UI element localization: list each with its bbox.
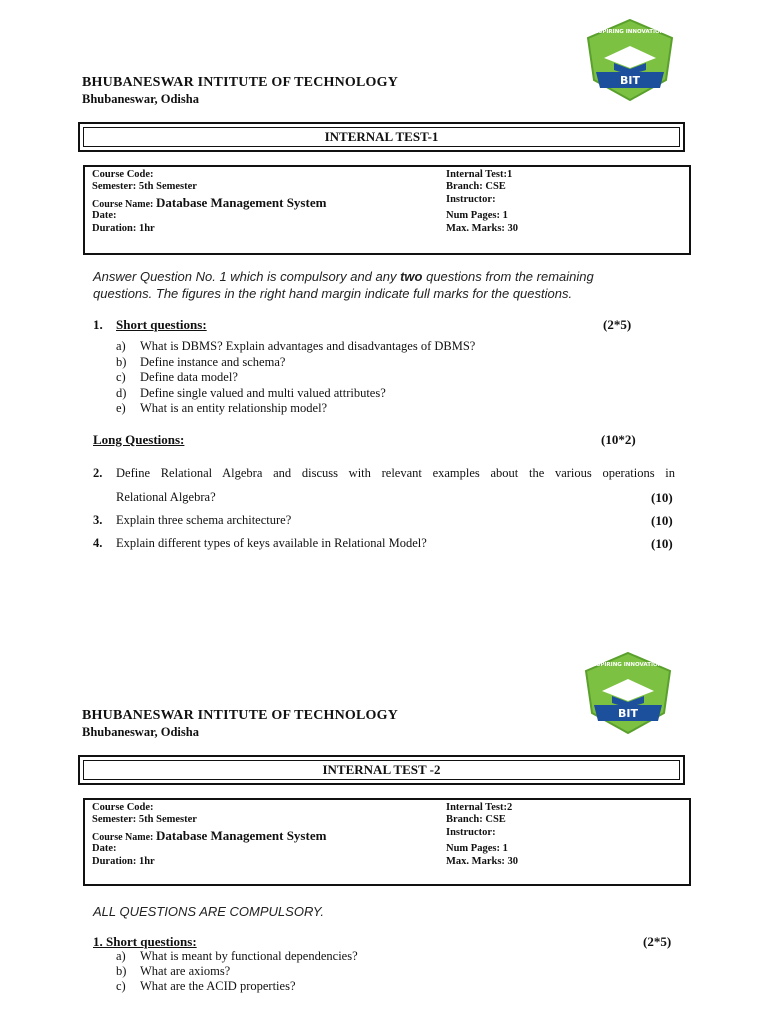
course-name-line (92, 828, 326, 844)
institute-name: BHUBANESWAR INTITUTE OF TECHNOLOGY (82, 75, 399, 90)
list-item: c) Define data model? (116, 370, 238, 384)
test-title-box (78, 755, 685, 785)
list-item: e) What is an entity relationship model? (116, 401, 328, 415)
course-name-line (92, 195, 326, 211)
short-questions-marks: (2*5) (643, 934, 672, 949)
test-title: INTERNAL TEST -2 (83, 760, 680, 780)
instruction-part-d: questions. The figures in the right hand margin indicate full marks for the questions. (93, 286, 573, 301)
instruction-part-c: questions from the remaining (422, 269, 594, 284)
short-questions-heading (93, 317, 207, 333)
num-pages: Num Pages: 1 (446, 843, 508, 854)
long-question-2-cont: Relational Algebra? (116, 490, 216, 504)
instructor: Instructor: (446, 827, 496, 838)
branch: Branch: CSE (446, 814, 506, 825)
list-item: b) Define instance and schema? (116, 355, 286, 369)
long-question-2: 2. Define Relational Algebra and discuss with relevant examples about the various operations in (93, 466, 675, 480)
instructions (93, 268, 683, 302)
section-title: 1. Short questions: (93, 934, 197, 949)
test-title-box (78, 122, 685, 152)
semester: Semester: 5th Semester (92, 814, 197, 825)
semester: Semester: 5th Semester (92, 181, 197, 192)
section-number: 1. (93, 317, 103, 332)
internal-test-number: Internal Test:1 (446, 169, 513, 180)
instructions: ALL QUESTIONS ARE COMPULSORY. (93, 904, 324, 919)
date: Date: (92, 843, 117, 854)
question-marks: (10) (651, 513, 673, 528)
course-name: Database Management System (156, 195, 327, 210)
date: Date: (92, 210, 117, 221)
section-title: Short questions: (116, 317, 207, 332)
list-item: d) Define single valued and multi valued attributes? (116, 386, 386, 400)
instructor: Instructor: (446, 194, 496, 205)
bit-logo (580, 651, 676, 735)
num-pages: Num Pages: 1 (446, 210, 508, 221)
max-marks: Max. Marks: 30 (446, 856, 519, 867)
list-item: b) What are axioms? (116, 964, 231, 978)
long-question-4: 4. Explain different types of keys available in Relational Model? (93, 536, 427, 550)
duration: Duration: 1hr (92, 223, 155, 234)
logo-tagline: INSPIRING INNOVATIONS (591, 29, 669, 35)
logo-tagline: INSPIRING INNOVATIONS (589, 662, 667, 668)
duration: Duration: 1hr (92, 856, 155, 867)
bit-logo (582, 18, 678, 102)
course-name-label: Course Name: (92, 832, 154, 843)
long-questions-heading (93, 432, 184, 448)
long-section-title: Long Questions: (93, 432, 185, 447)
course-info-box (83, 798, 691, 886)
course-code: Course Code: (92, 802, 154, 813)
long-questions-marks: (10*2) (601, 432, 636, 447)
list-item: a) What is DBMS? Explain advantages and disadvantages of DBMS? (116, 339, 476, 353)
course-name: Database Management System (156, 828, 327, 843)
course-code: Course Code: (92, 169, 154, 180)
logo-banner-text: BIT (618, 707, 638, 720)
long-question-3: 3. Explain three schema architecture? (93, 513, 292, 527)
list-item: c) What are the ACID properties? (116, 979, 296, 993)
course-info-box (83, 165, 691, 255)
question-marks: (10) (651, 536, 673, 551)
institute-name: BHUBANESWAR INTITUTE OF TECHNOLOGY (82, 708, 399, 723)
branch: Branch: CSE (446, 181, 506, 192)
instruction-emphasis: two (400, 269, 423, 284)
instruction-part-a: Answer Question No. 1 which is compulsory and any (93, 269, 401, 284)
test-title: INTERNAL TEST-1 (83, 127, 680, 147)
internal-test-number: Internal Test:2 (446, 802, 513, 813)
institute-location: Bhubaneswar, Odisha (82, 725, 199, 739)
list-item: a) What is meant by functional dependencies? (116, 949, 358, 963)
max-marks: Max. Marks: 30 (446, 223, 519, 234)
institute-location: Bhubaneswar, Odisha (82, 92, 199, 106)
logo-banner-text: BIT (620, 74, 640, 87)
short-questions-marks: (2*5) (603, 317, 632, 332)
short-questions-heading (93, 934, 197, 950)
question-marks: (10) (651, 490, 673, 505)
course-name-label: Course Name: (92, 199, 154, 210)
